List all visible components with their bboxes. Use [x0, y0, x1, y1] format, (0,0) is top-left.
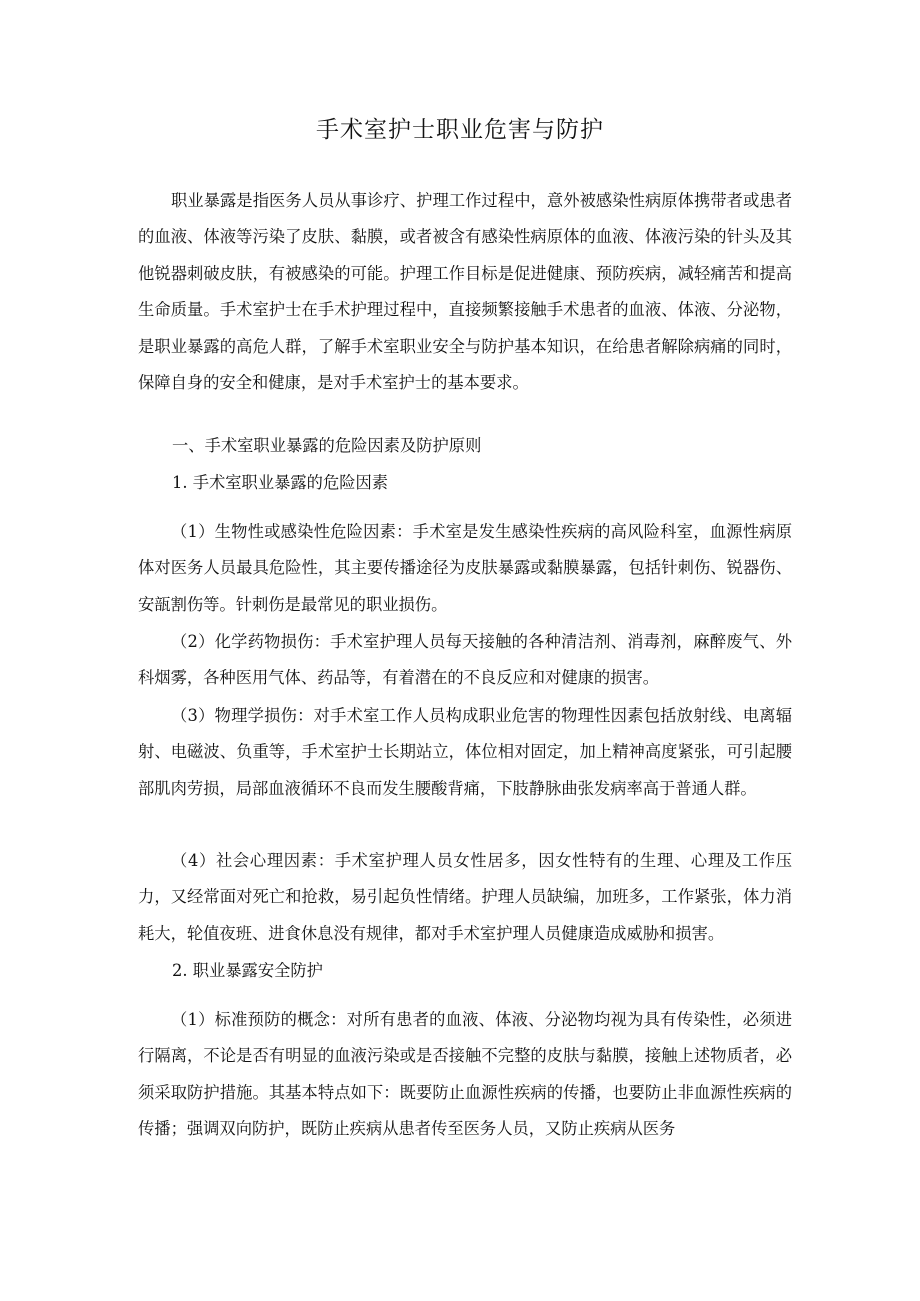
risk-factor-4-paragraph: （4）社会心理因素：手术室护理人员女性居多，因女性特有的生理、心理及工作压力，又经常面对死亡和抢救，易引起负性情绪。护理人员缺编，加班多，工作紧张，体力消耗大，轮值夜班、进食休息没有规律，都对手术室护理人员健康造成威胁和损害。: [138, 851, 792, 943]
risk-factor-1-paragraph: （1）生物性或感染性危险因素：手术室是发生感染性疾病的高风险科室，血源性病原体对医务人员最具危险性，其主要传播途径为皮肤暴露或黏膜暴露，包括针刺伤、锐器伤、安瓿割伤等。针刺伤是最常见的职业损伤。: [138, 522, 792, 614]
standard-precaution-paragraph: （1）标准预防的概念：对所有患者的血液、体液、分泌物均视为具有传染性，必须进行隔离，不论是否有明显的血液污染或是否接触不完整的皮肤与黏膜，接触上述物质者，必须采取防护措施。其基本特点如下：既要防止血源性疾病的传播，也要防止非血源性疾病的传播；强调双向防护，既防止疾病从患者传至医务人员，又防止疾病从医务: [138, 1010, 792, 1139]
subsection-heading-2: 2. 职业暴露安全防护: [172, 961, 323, 980]
section-heading-1: 一、手术室职业暴露的危险因素及防护原则: [172, 436, 482, 455]
page-title: 手术室护士职业危害与防护: [316, 117, 604, 143]
subsection-heading-1: 1. 手术室职业暴露的危险因素: [172, 473, 389, 492]
intro-paragraph: 职业暴露是指医务人员从事诊疗、护理工作过程中，意外被感染性病原体携带者或患者的血液、体液等污染了皮肤、黏膜，或者被含有感染性病原体的血液、体液污染的针头及其他锐器刺破皮肤，有被感染的可能。护理工作目标是促进健康、预防疾病，减轻痛苦和提高生命质量。手术室护士在手术护理过程中，直接频繁接触手术患者的血液、体液、分泌物，是职业暴露的高危人群，了解手术室职业安全与防护基本知识，在给患者解除病痛的同时，保障自身的安全和健康，是对手术室护士的基本要求。: [138, 191, 792, 393]
risk-factor-3-paragraph: （3）物理学损伤：对手术室工作人员构成职业危害的物理性因素包括放射线、电离辐射、电磁波、负重等，手术室护士长期站立，体位相对固定，加上精神高度紧张，可引起腰部肌肉劳损，局部血液循环不良而发生腰酸背痛，下肢静脉曲张发病率高于普通人群。: [138, 706, 792, 798]
risk-factor-2-paragraph: （2）化学药物损伤：手术室护理人员每天接触的各种清洁剂、消毒剂，麻醉废气、外科烟雾，各种医用气体、药品等，有着潜在的不良反应和对健康的损害。: [138, 632, 792, 688]
